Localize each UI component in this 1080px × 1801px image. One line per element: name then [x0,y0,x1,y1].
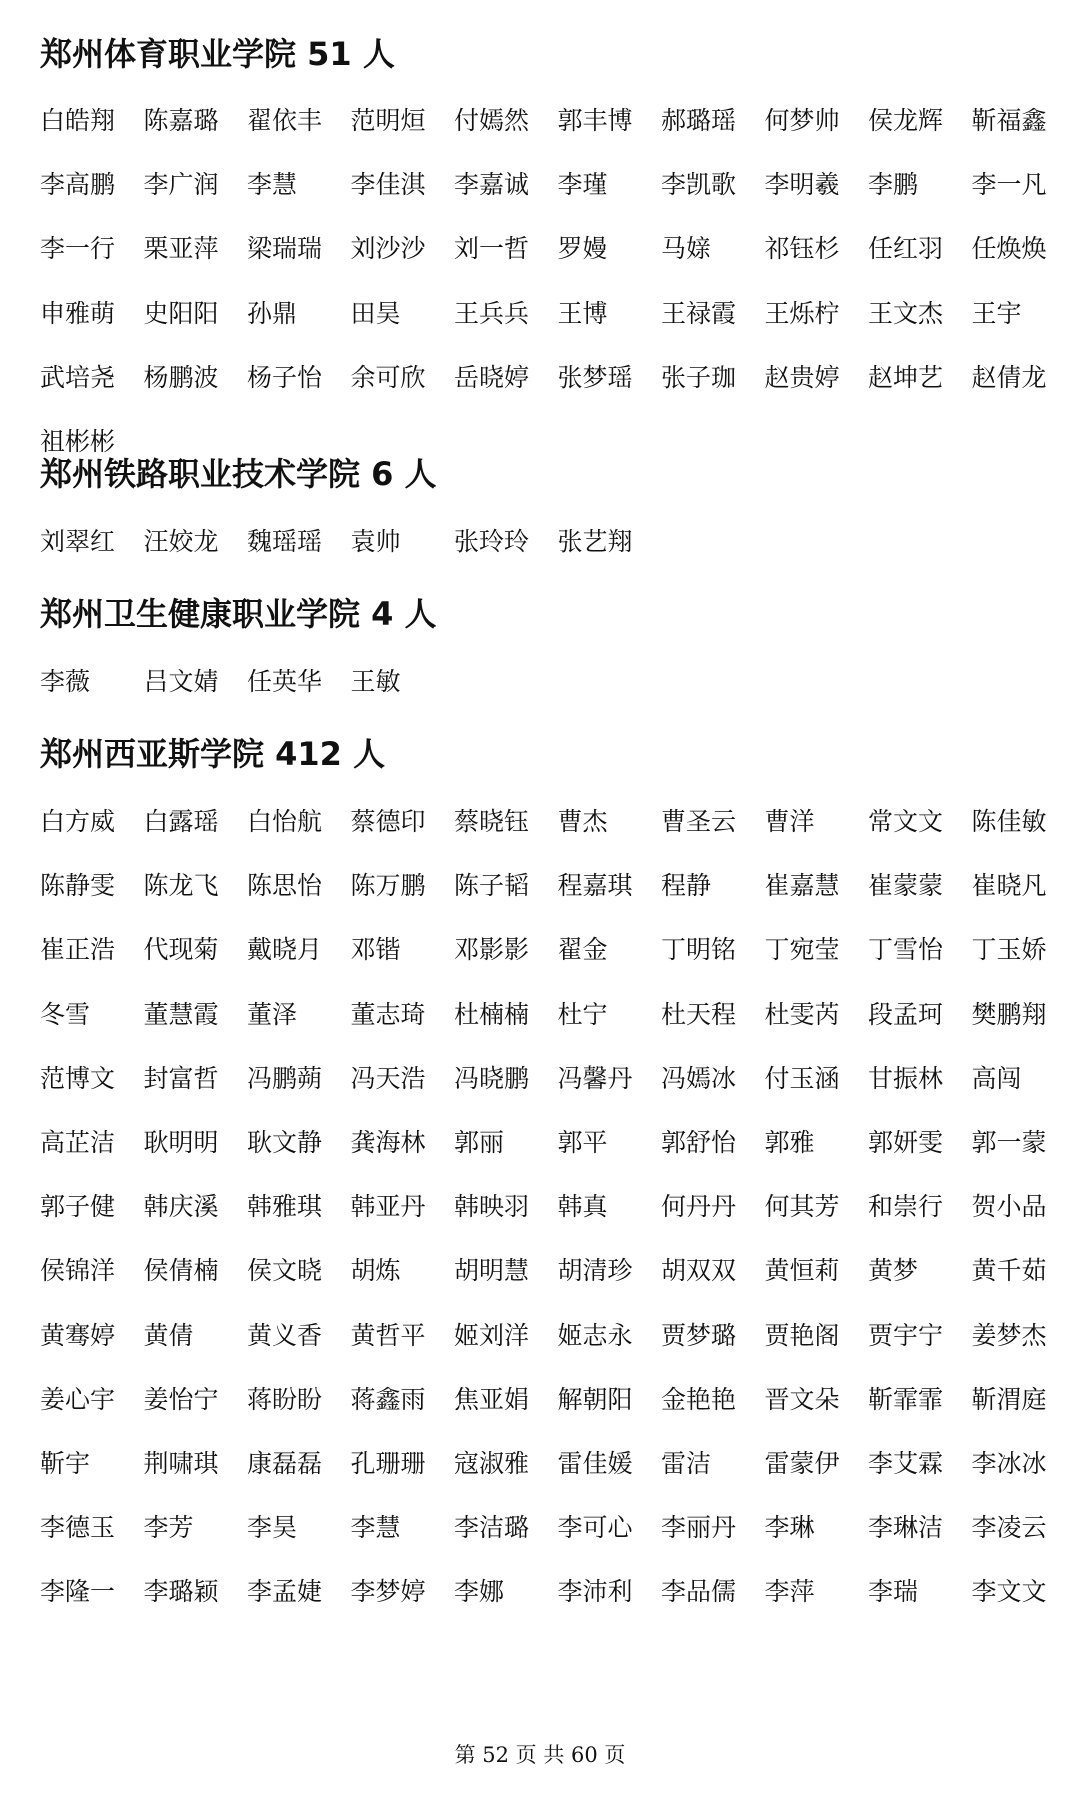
name-item: 耿文静 [247,1127,323,1157]
name-item: 陈嘉璐 [143,106,219,135]
name-item: 岳晓婷 [454,362,530,392]
name-item: 郭平 [557,1127,608,1157]
name-item: 何丹丹 [661,1192,737,1222]
name-item: 黄骞婷 [40,1320,116,1350]
name-item: 曹杰 [557,807,608,836]
name-item: 蔡德印 [350,807,426,836]
name-item: 陈佳敏 [971,807,1047,836]
name-item: 侯倩楠 [143,1256,219,1286]
name-item: 王博 [557,298,608,328]
name-item: 韩亚丹 [350,1192,426,1222]
name-item: 康磊磊 [247,1448,323,1478]
name-item: 张子珈 [661,362,737,392]
name-item: 胡清珍 [557,1256,633,1286]
name-item: 曹洋 [764,807,815,836]
name-item: 张梦瑶 [557,362,633,392]
name-item: 祖彬彬 [40,426,116,456]
name-item: 马媇 [661,234,712,264]
name-item: 邓锴 [350,935,401,965]
name-item: 雷洁 [661,1448,712,1478]
name-item: 冯天浩 [350,1063,426,1093]
name-list-health-college [40,667,1050,731]
name-item: 郭舒怡 [661,1127,737,1157]
name-item: 姬志永 [557,1320,633,1350]
name-item: 张玲玲 [454,527,530,556]
section-title-railway-college: 郑州铁路职业技术学院 6 人 [40,455,437,493]
name-item: 冯鹏蒴 [247,1063,323,1093]
name-item: 李昊 [247,1513,298,1543]
name-item: 李一行 [40,234,116,264]
name-item: 高芷洁 [40,1127,116,1157]
name-item: 黄梦 [868,1256,919,1286]
name-item: 姜梦杰 [971,1320,1047,1350]
name-item: 李瑾 [557,170,608,200]
name-item: 何其芳 [764,1192,840,1222]
name-item: 武培尧 [40,362,116,392]
name-item: 胡双双 [661,1256,737,1286]
name-item: 晋文朵 [764,1384,840,1414]
name-item: 高闯 [971,1063,1022,1093]
name-item: 侯锦洋 [40,1256,116,1286]
name-item: 李璐颖 [143,1577,219,1607]
name-item: 李丽丹 [661,1513,737,1543]
name-item: 翟依丰 [247,106,323,135]
name-item: 赵贵婷 [764,362,840,392]
name-item: 贾宇宁 [868,1320,944,1350]
name-item: 田昊 [350,298,401,328]
name-item: 靳宇 [40,1448,91,1478]
name-item: 王宇 [971,298,1022,328]
name-item: 段孟珂 [868,999,944,1029]
name-item: 侯龙辉 [868,106,944,135]
name-item: 冯馨丹 [557,1063,633,1093]
name-item: 郭妍雯 [868,1127,944,1157]
name-item: 李娜 [454,1577,505,1607]
name-item: 任英华 [247,667,323,696]
name-item: 樊鹏翔 [971,999,1047,1029]
name-item: 郭一蒙 [971,1127,1047,1157]
name-item: 贾艳阁 [764,1320,840,1350]
name-item: 栗亚萍 [143,234,219,264]
name-item: 陈万鹏 [350,871,426,901]
name-item: 焦亚娟 [454,1384,530,1414]
name-item: 韩庆溪 [143,1192,219,1222]
name-item: 李明羲 [764,170,840,200]
name-item: 王敏 [350,667,401,696]
name-item: 郭丰博 [557,106,633,135]
name-item: 陈子韬 [454,871,530,901]
name-item: 丁明铭 [661,935,737,965]
name-item: 姬刘洋 [454,1320,530,1350]
section-title-health-college: 郑州卫生健康职业学院 4 人 [40,595,437,633]
name-item: 李琳洁 [868,1513,944,1543]
name-item: 邓影影 [454,935,530,965]
name-item: 冯嫣冰 [661,1063,737,1093]
name-item: 李广润 [143,170,219,200]
name-item: 靳渭庭 [971,1384,1047,1414]
name-item: 李孟婕 [247,1577,323,1607]
name-item: 李鹏 [868,170,919,200]
name-item: 白怡航 [247,807,323,836]
name-item: 黄千茹 [971,1256,1047,1286]
page-number-footer: 第 52 页 共 60 页 [454,1743,626,1767]
name-item: 崔晓凡 [971,871,1047,901]
name-item: 陈思怡 [247,871,323,901]
name-item: 蔡晓钰 [454,807,530,836]
name-item: 祁钰杉 [764,234,840,264]
name-item: 李凌云 [971,1513,1047,1543]
name-item: 程静 [661,871,712,901]
name-item: 贺小品 [971,1192,1047,1222]
name-item: 冬雪 [40,999,91,1029]
name-item: 李冰冰 [971,1448,1047,1478]
name-item: 郭雅 [764,1127,815,1157]
name-item: 刘沙沙 [350,234,426,264]
name-item: 丁玉娇 [971,935,1047,965]
name-list-sports-college [40,106,1050,491]
name-item: 李梦婷 [350,1577,426,1607]
name-item: 范明烜 [350,106,426,135]
name-item: 任红羽 [868,234,944,264]
name-item: 荆啸琪 [143,1448,219,1478]
name-item: 罗嫚 [557,234,608,264]
name-item: 白露瑶 [143,807,219,836]
name-item: 崔嘉慧 [764,871,840,901]
name-item: 赵坤艺 [868,362,944,392]
name-item: 龚海林 [350,1127,426,1157]
name-item: 代现菊 [143,935,219,965]
name-item: 刘一哲 [454,234,530,264]
name-item: 寇淑雅 [454,1448,530,1478]
name-item: 李隆一 [40,1577,116,1607]
name-item: 封富哲 [143,1063,219,1093]
name-item: 丁宛莹 [764,935,840,965]
name-item: 常文文 [868,807,944,836]
name-item: 崔正浩 [40,935,116,965]
name-item: 郭丽 [454,1127,505,1157]
name-item: 白方威 [40,807,116,836]
name-item: 余可欣 [350,362,426,392]
name-item: 韩映羽 [454,1192,530,1222]
name-item: 杜天程 [661,999,737,1029]
name-item: 魏瑶瑶 [247,527,323,556]
name-item: 黄义香 [247,1320,323,1350]
name-item: 韩真 [557,1192,608,1222]
name-item: 杜楠楠 [454,999,530,1029]
name-item: 李洁璐 [454,1513,530,1543]
name-item: 李高鹏 [40,170,116,200]
name-item: 陈静雯 [40,871,116,901]
name-item: 付玉涵 [764,1063,840,1093]
name-item: 李薇 [40,667,91,696]
name-item: 姜怡宁 [143,1384,219,1414]
name-item: 范博文 [40,1063,116,1093]
name-item: 刘翠红 [40,527,116,556]
name-item: 雷蒙伊 [764,1448,840,1478]
name-item: 王烁柠 [764,298,840,328]
name-item: 吕文婧 [143,667,219,696]
name-item: 郝璐瑶 [661,106,737,135]
name-item: 丁雪怡 [868,935,944,965]
name-item: 杜宁 [557,999,608,1029]
name-item: 王文杰 [868,298,944,328]
name-item: 李佳淇 [350,170,426,200]
name-item: 李沛利 [557,1577,633,1607]
name-item: 曹圣云 [661,807,737,836]
name-item: 翟金 [557,935,608,965]
name-item: 申雅萌 [40,298,116,328]
name-item: 李品儒 [661,1577,737,1607]
name-item: 董泽 [247,999,298,1029]
name-item: 靳霏霏 [868,1384,944,1414]
name-item: 李一凡 [971,170,1047,200]
name-item: 史阳阳 [143,298,219,328]
name-item: 胡炼 [350,1256,401,1286]
name-item: 韩雅琪 [247,1192,323,1222]
name-item: 袁帅 [350,527,401,556]
name-item: 金艳艳 [661,1384,737,1414]
name-item: 董志琦 [350,999,426,1029]
name-item: 戴晓月 [247,935,323,965]
name-list-sias-college [40,807,1050,1641]
name-item: 李可心 [557,1513,633,1543]
name-item: 黄哲平 [350,1320,426,1350]
name-item: 姜心宇 [40,1384,116,1414]
name-item: 孔珊珊 [350,1448,426,1478]
name-item: 杨子怡 [247,362,323,392]
name-item: 李瑞 [868,1577,919,1607]
name-item: 耿明明 [143,1127,219,1157]
name-item: 黄恒莉 [764,1256,840,1286]
name-item: 陈龙飞 [143,871,219,901]
name-item: 李嘉诚 [454,170,530,200]
name-item: 何梦帅 [764,106,840,135]
name-item: 冯晓鹏 [454,1063,530,1093]
section-title-sports-college: 郑州体育职业学院 51 人 [40,35,395,73]
name-item: 孙鼎 [247,298,298,328]
name-item: 蒋盼盼 [247,1384,323,1414]
name-list-railway-college [40,527,1050,591]
name-item: 杨鹏波 [143,362,219,392]
name-item: 李凯歌 [661,170,737,200]
name-item: 贾梦璐 [661,1320,737,1350]
name-item: 黄倩 [143,1320,194,1350]
name-item: 甘振林 [868,1063,944,1093]
name-item: 李艾霖 [868,1448,944,1478]
name-item: 付嫣然 [454,106,530,135]
name-item: 郭子健 [40,1192,116,1222]
name-item: 李慧 [247,170,298,200]
name-item: 蒋鑫雨 [350,1384,426,1414]
section-title-sias-college: 郑州西亚斯学院 412 人 [40,735,386,773]
name-item: 胡明慧 [454,1256,530,1286]
name-item: 梁瑞瑞 [247,234,323,264]
name-item: 汪姣龙 [143,527,219,556]
name-item: 雷佳媛 [557,1448,633,1478]
name-item: 王禄霞 [661,298,737,328]
name-item: 张艺翔 [557,527,633,556]
name-item: 任焕焕 [971,234,1047,264]
name-item: 靳福鑫 [971,106,1047,135]
name-item: 解朝阳 [557,1384,633,1414]
name-item: 李文文 [971,1577,1047,1607]
name-item: 程嘉琪 [557,871,633,901]
name-item: 和崇行 [868,1192,944,1222]
name-item: 赵倩龙 [971,362,1047,392]
name-item: 崔蒙蒙 [868,871,944,901]
name-item: 李萍 [764,1577,815,1607]
name-item: 董慧霞 [143,999,219,1029]
name-item: 杜雯芮 [764,999,840,1029]
name-item: 李琳 [764,1513,815,1543]
name-item: 李慧 [350,1513,401,1543]
name-item: 王兵兵 [454,298,530,328]
name-item: 李德玉 [40,1513,116,1543]
name-item: 白皓翔 [40,106,116,135]
name-item: 侯文晓 [247,1256,323,1286]
name-item: 李芳 [143,1513,194,1543]
